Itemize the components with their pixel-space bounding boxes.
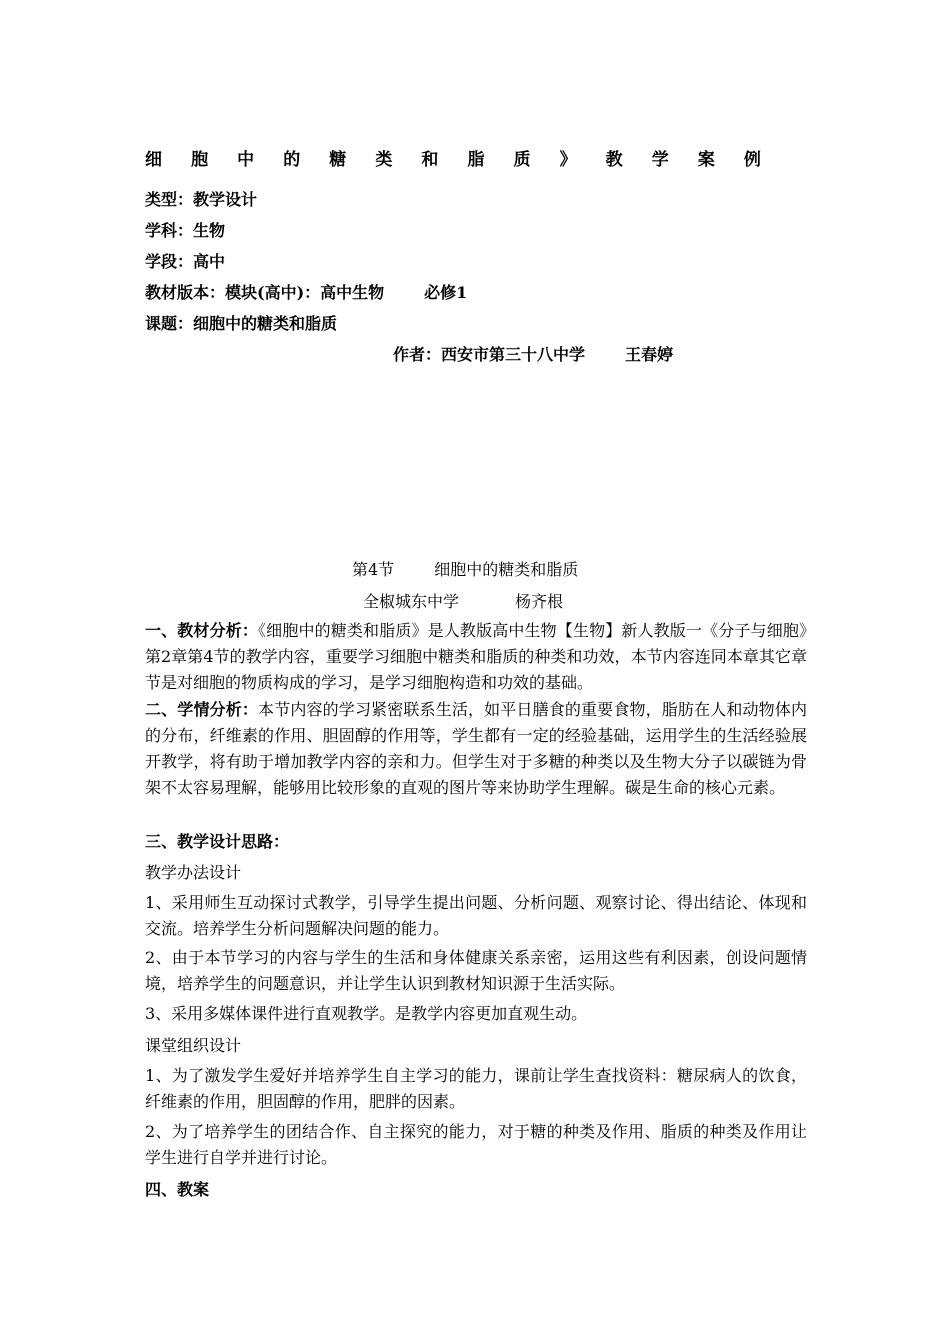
title-char: 教 [605,150,623,170]
method-item: 3、采用多媒体课件进行直观教学。是教学内容更加直观生动。 [145,1004,588,1023]
title-char: 案 [697,150,715,170]
author-label: 作者：西安市第三十八中学 [393,345,586,364]
method-item: 1、采用师生互动探讨式教学，引导学生提出问题、分析问题、观察讨论、得出结论、体现和交流。培养学生分析问题解决问题的能力。 [145,893,807,938]
meta-topic: 课题：细胞中的糖类和脂质 [145,314,338,333]
analysis-textbook-text: 《细胞中的糖类和脂质》是人教版高中生物【生物】新人教版一《分子与细胞》第2章第4节的教学内容，重要学习细胞中糖类和脂质的种类和功效，本节内容连同本章其它章节是对细胞的物质构成的学习，是学习细胞构造和功效的基础。 [145,621,807,692]
section-heading [352,557,578,580]
title-char: 和 [421,150,439,170]
title-char: 胞 [191,150,209,170]
author-line [393,342,673,365]
title-char: 的 [283,150,301,170]
analysis-students-text: 本节内容的学习紧密联系生活，如平日膳食的重要食物，脂肪在人和动物体内的分布，纤维素的作用、胆固醇的作用等，学生都有一定的经验基础，运用学生的生活经验展开教学，将有助于增加教学内容的亲和力。但学生对于多糖的种类以及生物大分子以碳链为骨架不太容易理解，能够用比较形象的直观的图片等来协助学生理解。碳是生命的核心元素。 [145,700,807,797]
org-item: 1、为了激发学生爱好并培养学生自主学习的能力，课前让学生查找资料：糖尿病人的饮食，纤维素的作用，胆固醇的作用，肥胖的因素。 [145,1066,807,1111]
section-teacher: 杨齐根 [515,592,564,611]
title-char: 例 [743,150,761,170]
plan-heading: 四、教案 [145,1180,210,1199]
meta-stage: 学段：高中 [145,252,226,271]
meta-type: 类型：教学设计 [145,190,258,209]
document-title [145,145,761,170]
author-name: 王春婷 [625,345,674,364]
meta-subject: 学科：生物 [145,221,226,240]
org-item: 2、为了培养学生的团结合作、自主探究的能力，对于糖的种类及作用、脂质的种类及作用让学生进行自学并进行讨论。 [145,1122,807,1167]
meta-edition-label: 教材版本：模块(高中)：高中生物 [145,283,385,302]
org-heading: 课堂组织设计 [145,1036,242,1055]
title-char: 》 [559,150,577,170]
section-byline [363,589,563,612]
title-char: 细 [145,150,162,170]
title-char: 学 [651,150,669,170]
title-char: 中 [237,150,255,170]
meta-edition [145,280,467,303]
analysis-students [145,697,807,801]
analysis-students-label: 二、学情分析： [145,700,259,719]
method-item: 2、由于本节学习的内容与学生的生活和身体健康关系亲密，运用这些有利因素，创设问题情境，培养学生的问题意识，并让学生认识到教材知识源于生活实际。 [145,948,807,993]
section-title: 细胞中的糖类和脂质 [434,560,579,579]
design-heading: 三、教学设计思路： [145,832,290,851]
analysis-textbook [145,618,807,696]
analysis-textbook-label: 一、教材分析： [145,621,259,640]
section-number: 第4节 [352,560,395,579]
title-char: 脂 [467,150,485,170]
method-heading: 教学办法设计 [145,863,242,882]
title-char: 糖 [329,150,347,170]
section-school: 全椒城东中学 [363,592,460,611]
meta-edition-value: 必修1 [424,283,468,302]
title-char: 质 [513,150,531,170]
title-char: 类 [375,150,393,170]
